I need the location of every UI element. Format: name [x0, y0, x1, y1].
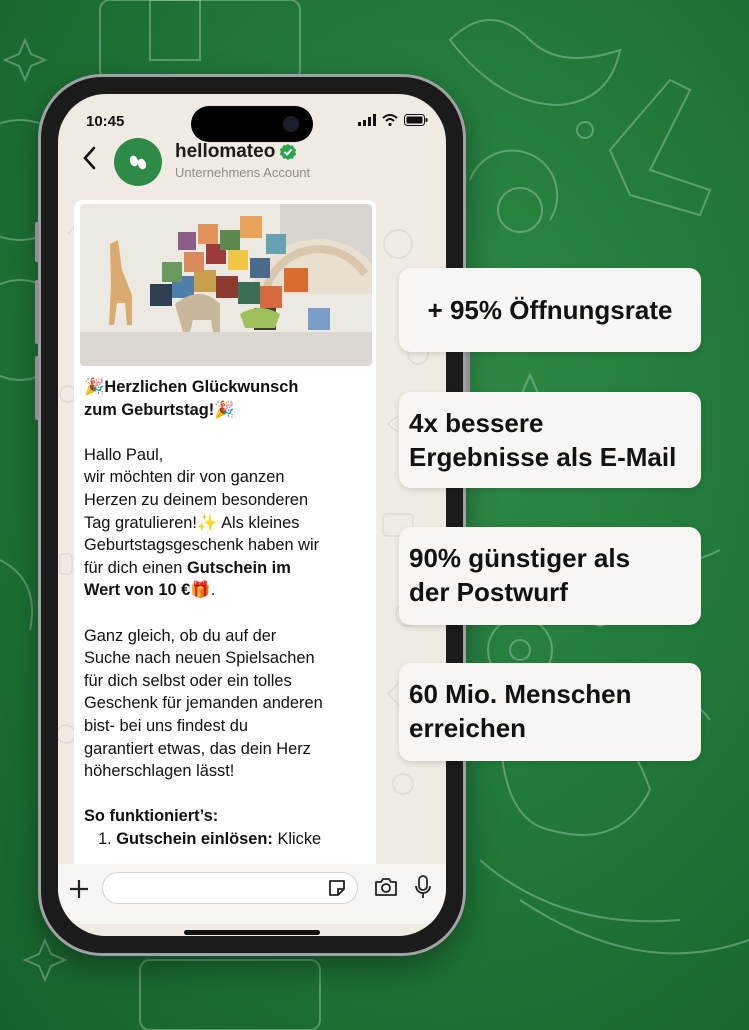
how-it-works-heading: So funktioniert’s:: [84, 807, 219, 826]
phone-screen: [58, 94, 446, 936]
message-punctuation: .: [210, 581, 216, 600]
feature-card-text: 60 Mio. Menschen: [409, 679, 632, 709]
sticker-icon[interactable]: [327, 878, 347, 898]
voucher-bold-text: Gutschein im: [186, 558, 291, 577]
message-line: bist- bei uns findest du: [84, 716, 249, 735]
phone-mute-switch: [35, 222, 39, 262]
message-line: wir möchten dir von ganzen: [84, 468, 285, 487]
message-line: Geburtstagsgeschenk haben wir: [84, 536, 320, 555]
signal-icon: [358, 114, 376, 126]
plus-icon[interactable]: [68, 878, 90, 900]
step-number: 1.: [98, 829, 112, 848]
feature-card-text: erreichen: [409, 713, 527, 743]
message-heading-line1: Herzlichen Glückwunsch: [104, 378, 299, 396]
message-line: garantiert etwas, das dein Herz: [84, 739, 311, 758]
feature-card-results: [399, 392, 701, 488]
contact-name: hellomateo: [175, 141, 276, 162]
status-time: 10:45: [86, 113, 125, 130]
sparkles-icon: ✨: [196, 513, 218, 532]
feature-card-text: 4x bessere: [409, 408, 544, 438]
message-text: [84, 376, 372, 850]
wifi-icon: [382, 114, 398, 126]
feature-card-text: der Postwurf: [409, 577, 568, 607]
battery-icon: [404, 114, 428, 126]
message-greeting: Hallo Paul,: [84, 445, 164, 464]
voucher-bold-text: Wert von 10 €: [84, 581, 191, 600]
step1-text: Klicke: [272, 829, 322, 848]
message-line: Geschenk für jemanden anderen: [84, 694, 323, 713]
contact-subtitle: Unternehmens Account: [175, 165, 311, 180]
message-line: für dich selbst oder ein tolles: [84, 671, 292, 690]
chevron-left-icon[interactable]: [82, 146, 96, 170]
feature-card-text: 90% günstiger als: [409, 543, 631, 573]
party-popper-icon: 🎉: [84, 378, 105, 396]
home-indicator: [184, 930, 320, 935]
feature-card-text: Ergebnisse als E-Mail: [409, 442, 677, 472]
verified-badge-icon: [279, 143, 297, 161]
chat-header: [58, 138, 446, 194]
message-line: Herzen zu deinem besonderen: [84, 490, 309, 509]
step1-bold: Gutschein einlösen:: [116, 829, 273, 848]
brand-logo-icon: [126, 150, 150, 174]
gift-icon: 🎁: [190, 581, 211, 600]
feature-card-cost: [399, 527, 701, 625]
message-input[interactable]: [102, 872, 358, 904]
feature-card-text: + 95% Öffnungsrate: [427, 295, 673, 325]
message-image[interactable]: [80, 204, 372, 366]
message-bubble: [74, 200, 376, 880]
message-heading-line2: zum Geburtstag!: [84, 400, 215, 419]
avatar[interactable]: [114, 138, 162, 186]
camera-icon[interactable]: [374, 876, 398, 898]
message-line: für dich einen: [84, 558, 187, 577]
phone-volume-up: [35, 280, 39, 344]
toy-blocks-photo: [80, 204, 372, 366]
party-popper-icon: 🎉: [214, 400, 235, 419]
microphone-icon[interactable]: [414, 874, 432, 900]
phone-volume-down: [35, 356, 39, 420]
message-line: Tag gratulieren!: [84, 513, 197, 532]
message-input-bar: [58, 864, 446, 924]
feature-card-open-rate: [399, 268, 701, 352]
dynamic-island: [191, 106, 313, 142]
message-line: Ganz gleich, ob du auf der: [84, 626, 277, 645]
message-line: höherschlagen lässt!: [84, 762, 235, 781]
feature-card-reach: [399, 663, 701, 761]
front-camera: [283, 116, 299, 132]
message-line: Suche nach neuen Spielsachen: [84, 649, 315, 668]
status-icons: [358, 114, 428, 126]
contact-name-row[interactable]: [175, 141, 297, 163]
message-line: Als kleines: [221, 513, 300, 532]
